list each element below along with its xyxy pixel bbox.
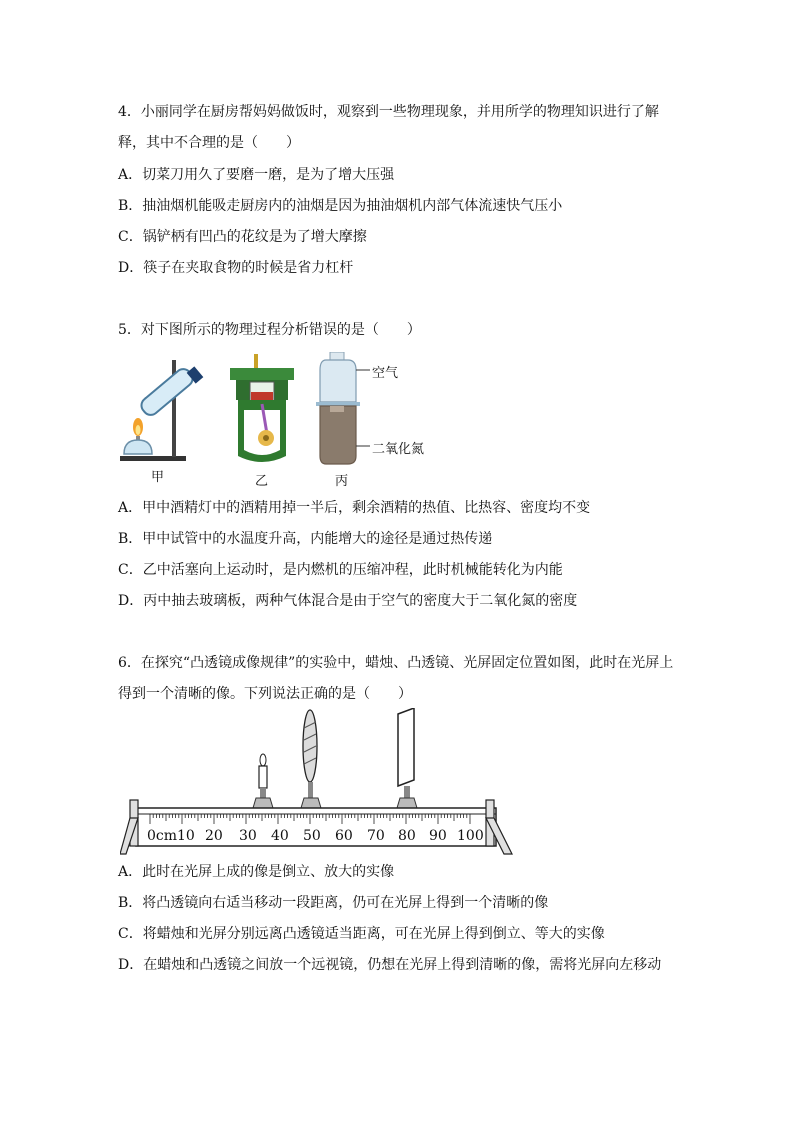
q6-option-b: B．将凸透镜向右适当移动一段距离，仍可在光屏上得到一个清晰的像 (118, 895, 549, 911)
ruler-label-70: 70 (367, 828, 385, 844)
ruler-label-60: 60 (335, 828, 353, 844)
q6-stem-line-1: 6．在探究“凸透镜成像规律”的实验中，蜡烛、凸透镜、光屏固定位置如图，此时在光屏上 (118, 655, 674, 671)
q4-option-c: C．锅铲柄有凹凸的花纹是为了增大摩擦 (118, 229, 367, 245)
q4-option-a: A．切菜刀用久了要磨一磨，是为了增大压强 (118, 167, 395, 183)
label-nitrogen-dioxide: 二氧化氮 (372, 442, 425, 457)
q4-stem-line-1: 4．小丽同学在厨房帮妈妈做饭时，观察到一些物理现象，并用所学的物理知识进行了解 (118, 104, 659, 120)
q6-option-a: A．此时在光屏上成的像是倒立、放大的实像 (118, 864, 395, 880)
q6-option-d: D．在蜡烛和凸透镜之间放一个远视镜，仍想在光屏上得到清晰的像，需将光屏向左移动 (118, 957, 662, 973)
q5-stem: 5．对下图所示的物理过程分析错误的是（ ） (118, 322, 421, 338)
q5-option-b: B．甲中试管中的水温度升高，内能增大的途径是通过热传递 (118, 531, 493, 547)
q4-option-d: D．筷子在夹取食物的时候是省力杠杆 (118, 260, 354, 276)
label-air: 空气 (372, 366, 399, 381)
q5-option-c: C．乙中活塞向上运动时，是内燃机的压缩冲程，此时机械能转化为内能 (118, 562, 563, 578)
q6-stem-line-2: 得到一个清晰的像。下列说法正确的是（ ） (118, 686, 412, 702)
figure-label-jia: 甲 (151, 470, 165, 485)
ruler-label-30: 30 (239, 828, 257, 844)
figure-jia-heating-test-tube (118, 352, 208, 464)
figure-label-yi: 乙 (255, 474, 269, 489)
q4-stem-line-2: 释，其中不合理的是（ ） (118, 135, 300, 151)
q5-option-d: D．丙中抽去玻璃板，两种气体混合是由于空气的密度大于二氧化氮的密度 (118, 593, 578, 609)
ruler-label-40: 40 (271, 828, 289, 844)
figure-label-bing: 丙 (335, 474, 349, 489)
q5-option-a: A．甲中酒精灯中的酒精用掉一半后，剩余酒精的热值、比热容、密度均不变 (118, 500, 591, 516)
ruler-label-100: 100 (457, 828, 484, 844)
ruler-label-90: 90 (429, 828, 447, 844)
ruler-label-80: 80 (398, 828, 416, 844)
ruler-label-50: 50 (303, 828, 321, 844)
ruler-label-20: 20 (205, 828, 223, 844)
ruler-label-0: 0cm10 (147, 828, 195, 844)
q6-option-c: C．将蜡烛和光屏分别远离凸透镜适当距离，可在光屏上得到倒立、等大的实像 (118, 926, 605, 942)
q4-option-b: B．抽油烟机能吸走厨房内的油烟是因为抽油烟机内部气体流速快气压小 (118, 198, 563, 214)
figure-yi-engine (228, 352, 296, 468)
